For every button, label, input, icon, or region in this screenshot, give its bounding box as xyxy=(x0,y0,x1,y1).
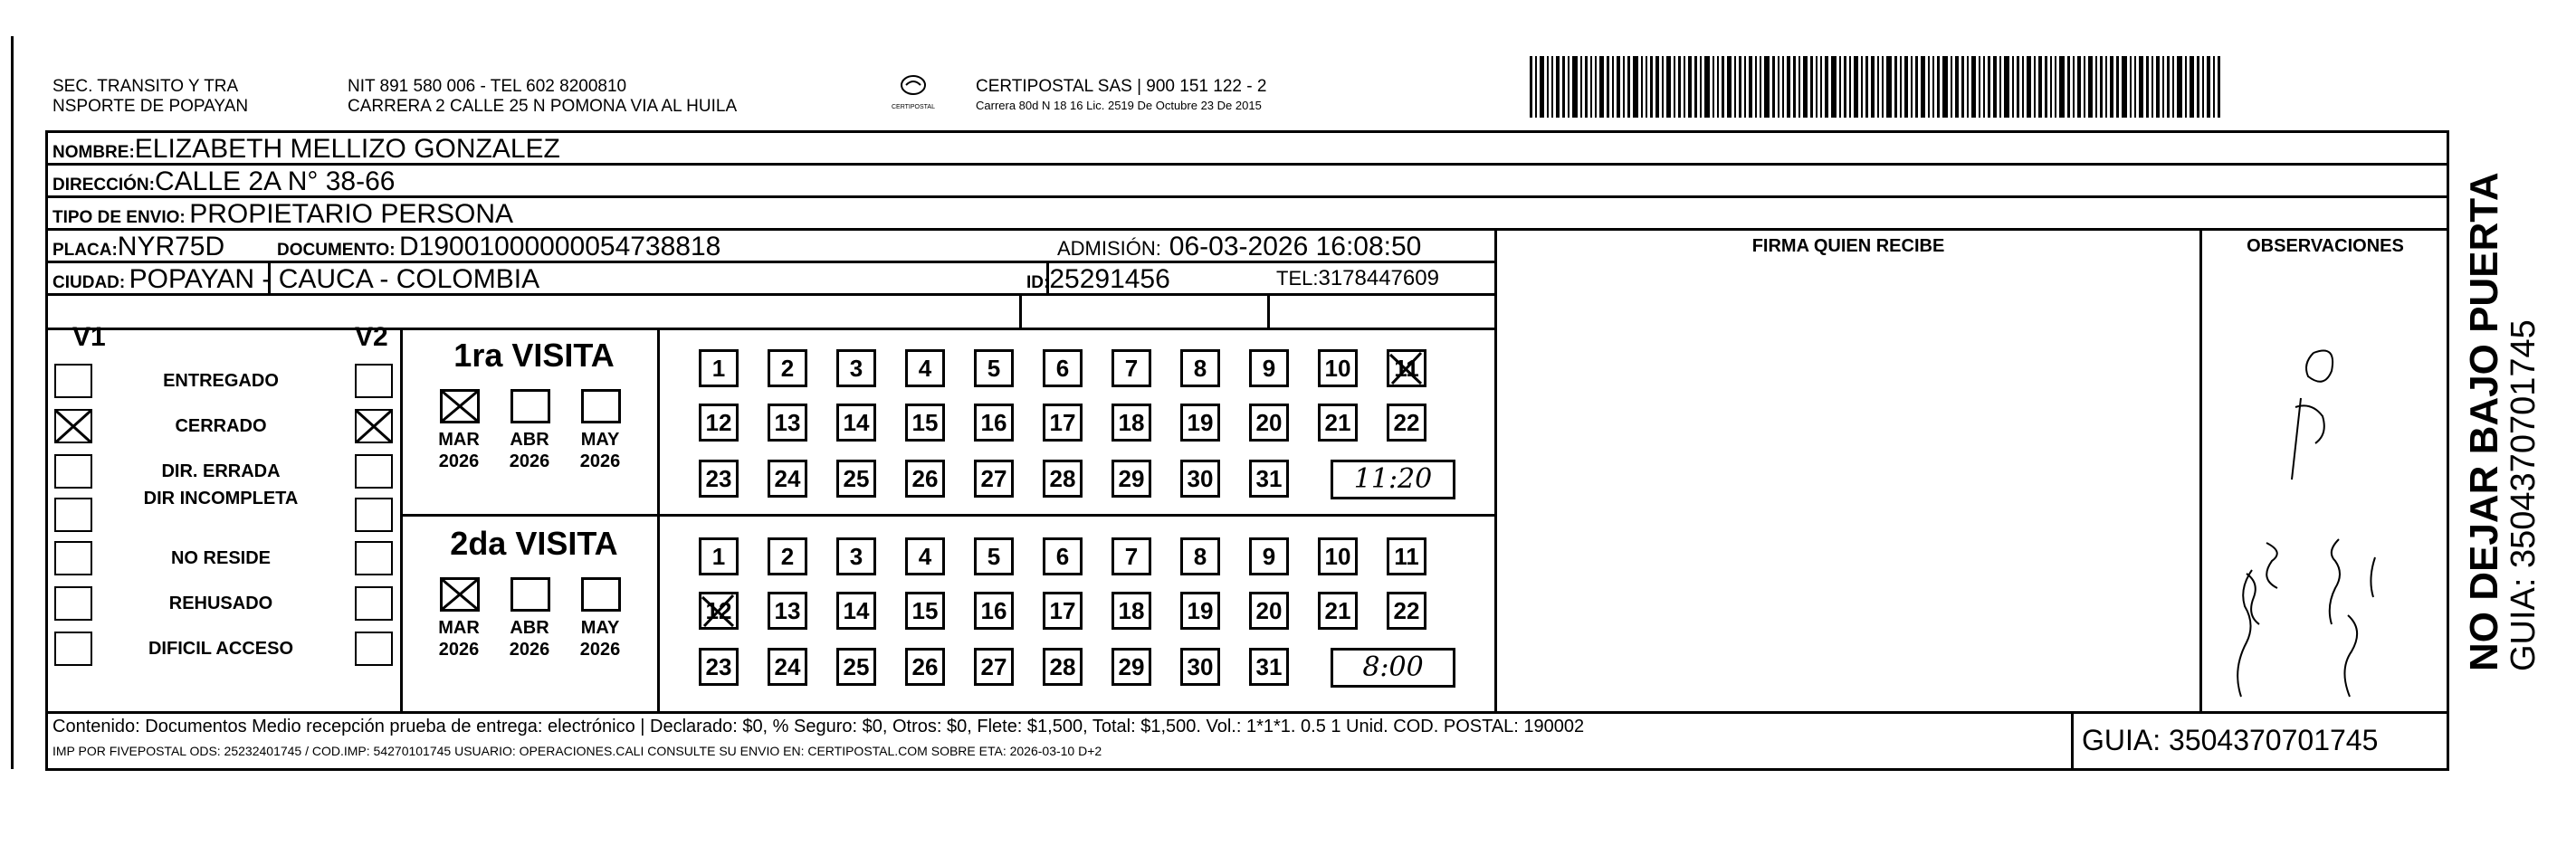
barcode-bar xyxy=(1599,56,1604,118)
direccion-value: CALLE 2A N° 38-66 xyxy=(154,166,396,196)
col-line xyxy=(1019,293,1022,329)
day-box[interactable]: 8 xyxy=(1180,349,1220,387)
status-v2-checkbox[interactable] xyxy=(355,454,393,489)
barcode-bar xyxy=(1572,56,1578,118)
day-box[interactable]: 13 xyxy=(768,404,807,442)
documento-label: DOCUMENTO: xyxy=(277,241,396,260)
day-box[interactable]: 22 xyxy=(1387,404,1426,442)
barcode-bar xyxy=(1655,56,1659,118)
day-box[interactable]: 15 xyxy=(905,404,945,442)
barcode-bar xyxy=(1678,56,1681,118)
day-box[interactable]: 2 xyxy=(768,349,807,387)
sender-name-line1: SEC. TRANSITO Y TRA xyxy=(52,77,239,96)
day-box[interactable]: 30 xyxy=(1180,460,1220,498)
day-box[interactable]: 3 xyxy=(836,349,876,387)
day-box[interactable]: 10 xyxy=(1318,537,1358,575)
barcode-bar xyxy=(1871,56,1875,118)
left-margin-line xyxy=(11,36,14,769)
footer-content: Contenido: Documentos Medio recepción prueba de entrega: electrónico | Declarado: $0, % Seguro: $0, Otros: $0, Flete: $1,500, Total: $1,500. Vol.: 1*1*1. 0.5 1 Unid. COD. POSTAL: 190002 xyxy=(52,717,1585,736)
month-label xyxy=(427,429,491,472)
barcode-bar xyxy=(2084,56,2085,118)
handwritten-time: 11:20 xyxy=(1331,460,1455,499)
barcode-bar xyxy=(1937,56,1940,118)
sender-nit: NIT 891 580 006 - TEL 602 8200810 xyxy=(348,77,627,96)
day-box[interactable]: 29 xyxy=(1111,460,1151,498)
barcode-bar xyxy=(1744,56,1746,118)
status-section-border xyxy=(400,328,403,713)
barcode-bar xyxy=(2004,56,2009,118)
barcode-bar xyxy=(2139,56,2143,118)
logo-icon xyxy=(895,72,931,100)
barcode-bar xyxy=(1547,56,1549,118)
barcode-bar xyxy=(2218,56,2220,118)
tel-row xyxy=(1276,268,1439,290)
barcode-bar xyxy=(1955,56,1959,118)
barcode-bar xyxy=(2027,56,2031,118)
month-name: MAY xyxy=(580,618,620,638)
month-checkbox[interactable] xyxy=(581,577,621,612)
status-v2-checkbox[interactable] xyxy=(355,409,393,443)
day-box[interactable]: 18 xyxy=(1111,404,1151,442)
tipo-row xyxy=(52,201,513,228)
side-text xyxy=(2464,172,2542,671)
id-row xyxy=(1026,266,1170,293)
barcode-bar xyxy=(1617,56,1620,118)
sender-address: CARRERA 2 CALLE 25 N POMONA VIA AL HUILA xyxy=(348,97,738,116)
visit-title: 2da VISITA xyxy=(450,525,618,562)
row-line xyxy=(45,328,1496,330)
status-v1-checkbox[interactable] xyxy=(54,498,92,532)
barcode-bar xyxy=(1961,56,1964,118)
month-label xyxy=(498,617,561,660)
barcode-bar xyxy=(1787,56,1790,118)
barcode-bar xyxy=(2156,56,2160,118)
status-v2-checkbox[interactable] xyxy=(355,586,393,621)
visit-divider xyxy=(400,514,1496,517)
barcode-bar xyxy=(2073,56,2075,118)
barcode-bar xyxy=(1900,56,1902,118)
barcode-bar xyxy=(1861,56,1863,118)
day-box[interactable]: 15 xyxy=(905,592,945,630)
month-name: MAR xyxy=(438,430,480,450)
day-box[interactable]: 14 xyxy=(836,592,876,630)
status-v1-checkbox[interactable] xyxy=(54,409,92,443)
barcode-bar xyxy=(2162,56,2164,118)
status-v1-checkbox[interactable] xyxy=(54,632,92,666)
barcode-bar xyxy=(2172,56,2174,118)
barcode-bar xyxy=(1662,56,1664,118)
day-box[interactable]: 25 xyxy=(836,460,876,498)
barcode-bar xyxy=(1646,56,1647,118)
month-checkbox[interactable] xyxy=(510,389,550,423)
barcode-bar xyxy=(2095,56,2097,118)
barcode-bar xyxy=(1694,56,1697,118)
month-name: ABR xyxy=(510,618,549,638)
month-name: MAY xyxy=(580,430,620,450)
day-box[interactable]: 4 xyxy=(905,349,945,387)
barcode-bar xyxy=(1562,56,1565,118)
barcode-bar xyxy=(1734,56,1736,118)
day-box[interactable]: 11 xyxy=(1387,349,1426,387)
tel-label: TEL: xyxy=(1276,267,1319,290)
month-name: MAR xyxy=(438,618,480,638)
day-box[interactable]: 22 xyxy=(1387,592,1426,630)
barcode-bar xyxy=(1979,56,1980,118)
status-v2-checkbox[interactable] xyxy=(355,364,393,398)
barcode-bar xyxy=(1932,56,1934,118)
nombre-row xyxy=(52,136,560,163)
barcode-bar xyxy=(1700,56,1702,118)
day-mark-icon xyxy=(1387,349,1426,387)
barcode-bar xyxy=(1854,56,1858,118)
barcode-bar xyxy=(1530,56,1532,118)
barcode-bar xyxy=(1904,56,1908,118)
barcode-bar xyxy=(2190,56,2194,118)
day-box[interactable]: 26 xyxy=(905,460,945,498)
day-box[interactable]: 4 xyxy=(905,537,945,575)
month-label xyxy=(427,617,491,660)
ciudad-label: CIUDAD: xyxy=(52,273,126,292)
barcode-bar xyxy=(1749,56,1752,118)
day-box[interactable]: 2 xyxy=(768,537,807,575)
day-box[interactable]: 20 xyxy=(1249,404,1289,442)
barcode-bar xyxy=(1882,56,1884,118)
barcode-bar xyxy=(1988,56,1990,118)
month-checkbox[interactable] xyxy=(510,577,550,612)
day-box[interactable]: 8 xyxy=(1180,537,1220,575)
barcode-bar xyxy=(1684,56,1685,118)
day-box[interactable]: 12 xyxy=(699,592,739,630)
barcode-bar xyxy=(2100,56,2103,118)
status-label: DIR INCOMPLETA xyxy=(143,489,299,508)
barcode-bar xyxy=(1983,56,1985,118)
day-box[interactable]: 1 xyxy=(699,349,739,387)
barcode-bar xyxy=(1722,56,1724,118)
tel-value: 3178447609 xyxy=(1318,266,1439,290)
id-value: 25291456 xyxy=(1049,264,1170,294)
day-box[interactable]: 14 xyxy=(836,404,876,442)
status-v2-checkbox[interactable] xyxy=(355,541,393,575)
day-box[interactable]: 27 xyxy=(974,460,1014,498)
barcode-bar xyxy=(2038,56,2042,118)
barcode-bar xyxy=(1831,56,1837,118)
barcode-bar xyxy=(1839,56,1841,118)
barcode-bar xyxy=(1778,56,1779,118)
admision-row xyxy=(1057,233,1421,261)
barcode-bar xyxy=(2055,56,2056,118)
documento-row xyxy=(277,233,720,261)
barcode-bar xyxy=(2077,56,2081,118)
documento-value: D19001000000054738818 xyxy=(399,232,721,261)
ciudad-row xyxy=(52,266,539,293)
month-checkbox[interactable] xyxy=(440,389,480,423)
barcode-bar xyxy=(1755,56,1757,118)
placa-value: NYR75D xyxy=(117,232,225,261)
status-v1-checkbox[interactable] xyxy=(54,586,92,621)
firma-header: FIRMA QUIEN RECIBE xyxy=(1751,236,1945,256)
barcode-bar xyxy=(1568,56,1569,118)
footer-print-info: IMP POR FIVEPOSTAL ODS: 25232401745 / COD.IMP: 54270101745 USUARIO: OPERACIONES.CALI CONSULTE SU ENVIO EN: CERTIPOSTAL.COM SOBRE ETA: 2026-03-10 D+2 xyxy=(52,744,1102,758)
visit-section-border xyxy=(657,328,660,713)
day-box[interactable]: 31 xyxy=(1249,648,1289,686)
barcode-bar xyxy=(1688,56,1692,118)
side-guia: GUIA: 3504370701745 xyxy=(2504,319,2543,671)
day-box[interactable]: 29 xyxy=(1111,648,1151,686)
day-box[interactable]: 17 xyxy=(1043,592,1083,630)
day-box[interactable]: 5 xyxy=(974,537,1014,575)
status-label: ENTREGADO xyxy=(163,371,279,391)
barcode-bar xyxy=(2050,56,2052,118)
month-year: 2026 xyxy=(509,640,550,660)
month-label xyxy=(568,617,632,660)
sender-name-line2: NSPORTE DE POPAYAN xyxy=(52,97,249,116)
barcode-bar xyxy=(1627,56,1630,118)
day-box[interactable]: 6 xyxy=(1043,349,1083,387)
day-box[interactable]: 25 xyxy=(836,648,876,686)
day-box[interactable]: 19 xyxy=(1180,592,1220,630)
barcode-bar xyxy=(2045,56,2047,118)
month-name: ABR xyxy=(510,430,549,450)
barcode-bar xyxy=(2116,56,2119,118)
barcode-bar xyxy=(1921,56,1925,118)
barcode-bar xyxy=(1942,56,1948,118)
barcode-bar xyxy=(1739,56,1741,118)
barcode-bar xyxy=(1999,56,2001,118)
day-box[interactable]: 10 xyxy=(1318,349,1358,387)
barcode-bar xyxy=(2122,56,2127,118)
barcode-bar xyxy=(1623,56,1625,118)
barcode-bar xyxy=(1713,56,1714,118)
handwritten-time: 8:00 xyxy=(1331,648,1455,688)
barcode-bar xyxy=(1607,56,1609,118)
day-box[interactable]: 13 xyxy=(768,592,807,630)
barcode-bar xyxy=(2202,56,2204,118)
day-box[interactable]: 24 xyxy=(768,460,807,498)
status-label: NO RESIDE xyxy=(170,548,272,568)
status-label: DIR. ERRADA xyxy=(161,461,281,481)
day-box[interactable]: 31 xyxy=(1249,460,1289,498)
day-box[interactable]: 1 xyxy=(699,537,739,575)
barcode-bar xyxy=(2197,56,2199,118)
barcode-bar xyxy=(1585,56,1588,118)
day-box[interactable]: 17 xyxy=(1043,404,1083,442)
barcode-bar xyxy=(1551,56,1553,118)
v1-header: V1 xyxy=(72,322,106,352)
day-box[interactable]: 20 xyxy=(1249,592,1289,630)
barcode-bar xyxy=(1928,56,1930,118)
day-box[interactable]: 21 xyxy=(1318,592,1358,630)
barcode-bar xyxy=(1772,56,1775,118)
barcode-bar xyxy=(2059,56,2065,118)
tipo-value: PROPIETARIO PERSONA xyxy=(189,199,514,229)
barcode-bar xyxy=(1798,56,1800,118)
direccion-label: DIRECCIÓN: xyxy=(52,176,155,195)
month-year: 2026 xyxy=(579,640,621,660)
day-box[interactable]: 16 xyxy=(974,592,1014,630)
barcode-bar xyxy=(1911,56,1913,118)
row-line xyxy=(45,711,2449,714)
barcode-bar xyxy=(2167,56,2170,118)
month-checkbox[interactable] xyxy=(581,389,621,423)
barcode-bar xyxy=(1810,56,1813,118)
barcode-bar xyxy=(1816,56,1818,118)
barcode-bar xyxy=(1993,56,1997,118)
carrier-address: Carrera 80d N 18 16 Lic. 2519 De Octubre 23 De 2015 xyxy=(976,99,1262,112)
barcode-bar xyxy=(1727,56,1732,118)
day-box[interactable]: 7 xyxy=(1111,349,1151,387)
barcode-bar xyxy=(1820,56,1822,118)
month-checkbox[interactable] xyxy=(440,577,480,612)
placa-row xyxy=(52,233,224,261)
day-box[interactable]: 23 xyxy=(699,648,739,686)
barcode-bar xyxy=(1760,56,1761,118)
col-line xyxy=(1267,293,1270,329)
barcode-bar xyxy=(1580,56,1582,118)
nombre-label: NOMBRE: xyxy=(52,143,135,162)
barcode-bar xyxy=(2034,56,2036,118)
status-label: DIFICIL ACCESO xyxy=(148,639,293,659)
barcode-bar xyxy=(2151,56,2153,118)
day-box[interactable]: 18 xyxy=(1111,592,1151,630)
nombre-value: ELIZABETH MELLIZO GONZALEZ xyxy=(134,134,560,164)
barcode-bar xyxy=(2177,56,2182,118)
ciudad-value: POPAYAN - CAUCA - COLOMBIA xyxy=(129,264,540,294)
barcode-bar xyxy=(2130,56,2132,118)
day-box[interactable]: 27 xyxy=(974,648,1014,686)
day-box[interactable]: 26 xyxy=(905,648,945,686)
day-box[interactable]: 11 xyxy=(1387,537,1426,575)
day-box[interactable]: 28 xyxy=(1043,648,1083,686)
barcode-bar xyxy=(1666,56,1671,118)
barcode-bar xyxy=(1704,56,1710,118)
day-box[interactable]: 19 xyxy=(1180,404,1220,442)
barcode-bar xyxy=(1535,56,1537,118)
col-line xyxy=(2071,711,2074,771)
month-year: 2026 xyxy=(438,451,480,471)
barcode-bar xyxy=(2213,56,2215,118)
status-v2-checkbox[interactable] xyxy=(355,632,393,666)
barcode-bar xyxy=(1782,56,1784,118)
day-box[interactable]: 3 xyxy=(836,537,876,575)
barcode-bar xyxy=(1650,56,1653,118)
status-v2-checkbox[interactable] xyxy=(355,498,393,532)
id-label: ID: xyxy=(1026,273,1050,292)
admision-label: ADMISIÓN: xyxy=(1057,237,1161,260)
barcode-bar xyxy=(1844,56,1846,118)
barcode-bar xyxy=(1612,56,1614,118)
logo-text: CERTIPOSTAL xyxy=(892,104,935,110)
month-label xyxy=(498,429,561,472)
barcode-bar xyxy=(1877,56,1879,118)
day-box[interactable]: 23 xyxy=(699,460,739,498)
barcode-bar xyxy=(1951,56,1952,118)
barcode xyxy=(1530,56,2227,119)
row-line xyxy=(45,195,2449,198)
month-year: 2026 xyxy=(509,451,550,471)
day-box[interactable]: 16 xyxy=(974,404,1014,442)
barcode-bar xyxy=(1793,56,1796,118)
observaciones-header: OBSERVACIONES xyxy=(2247,236,2404,256)
tipo-label: TIPO DE ENVIO: xyxy=(52,208,186,227)
col-line xyxy=(1494,228,1497,713)
barcode-bar xyxy=(1764,56,1770,118)
barcode-bar xyxy=(2012,56,2014,118)
barcode-bar xyxy=(1865,56,1868,118)
barcode-bar xyxy=(1803,56,1808,118)
barcode-bar xyxy=(2017,56,2019,118)
barcode-bar xyxy=(2022,56,2024,118)
barcode-bar xyxy=(1971,56,1976,118)
barcode-bar xyxy=(1540,56,1544,118)
barcode-bar xyxy=(2105,56,2107,118)
barcode-bar xyxy=(2146,56,2149,118)
barcode-bar xyxy=(1717,56,1719,118)
direccion-row xyxy=(52,168,395,195)
status-v1-checkbox[interactable] xyxy=(54,541,92,575)
month-year: 2026 xyxy=(438,640,480,660)
barcode-bar xyxy=(1825,56,1828,118)
barcode-bar xyxy=(1590,56,1592,118)
visit-title: 1ra VISITA xyxy=(453,337,615,374)
status-label: CERRADO xyxy=(175,416,267,436)
day-box[interactable]: 5 xyxy=(974,349,1014,387)
barcode-bar xyxy=(2088,56,2093,118)
day-box[interactable]: 24 xyxy=(768,648,807,686)
v2-header: V2 xyxy=(355,322,388,352)
side-warning: NO DEJAR BAJO PUERTA xyxy=(2462,172,2506,671)
day-box[interactable]: 30 xyxy=(1180,648,1220,686)
footer-guia: GUIA: 3504370701745 xyxy=(2082,724,2379,756)
day-box[interactable]: 21 xyxy=(1318,404,1358,442)
status-label: REHUSADO xyxy=(168,594,273,613)
barcode-bar xyxy=(1915,56,1918,118)
handwritten-observation xyxy=(2205,299,2446,709)
barcode-bar xyxy=(1595,56,1597,118)
barcode-bar xyxy=(1894,56,1897,118)
day-box[interactable]: 7 xyxy=(1111,537,1151,575)
admision-value: 06-03-2026 16:08:50 xyxy=(1169,232,1422,261)
barcode-bar xyxy=(2134,56,2136,118)
barcode-bar xyxy=(1674,56,1675,118)
barcode-bar xyxy=(1967,56,1969,118)
status-v1-checkbox[interactable] xyxy=(54,454,92,489)
status-v1-checkbox[interactable] xyxy=(54,364,92,398)
col-line xyxy=(2199,228,2202,713)
day-box[interactable]: 6 xyxy=(1043,537,1083,575)
day-box[interactable]: 28 xyxy=(1043,460,1083,498)
barcode-bar xyxy=(1849,56,1851,118)
barcode-bar xyxy=(1886,56,1892,118)
barcode-bar xyxy=(1633,56,1638,118)
month-year: 2026 xyxy=(579,451,621,471)
barcode-bar xyxy=(2207,56,2210,118)
day-box[interactable]: 9 xyxy=(1249,349,1289,387)
placa-label: PLACA: xyxy=(52,241,118,260)
barcode-bar xyxy=(1556,56,1560,118)
barcode-bar xyxy=(2067,56,2070,118)
barcode-bar xyxy=(2185,56,2187,118)
day-mark-icon xyxy=(699,592,739,630)
barcode-bar xyxy=(1641,56,1643,118)
day-box[interactable]: 9 xyxy=(1249,537,1289,575)
barcode-bar xyxy=(2110,56,2113,118)
day-box[interactable]: 12 xyxy=(699,404,739,442)
carrier-name: CERTIPOSTAL SAS | 900 151 122 - 2 xyxy=(976,77,1267,96)
month-label xyxy=(568,429,632,472)
certipostal-logo xyxy=(883,72,943,116)
